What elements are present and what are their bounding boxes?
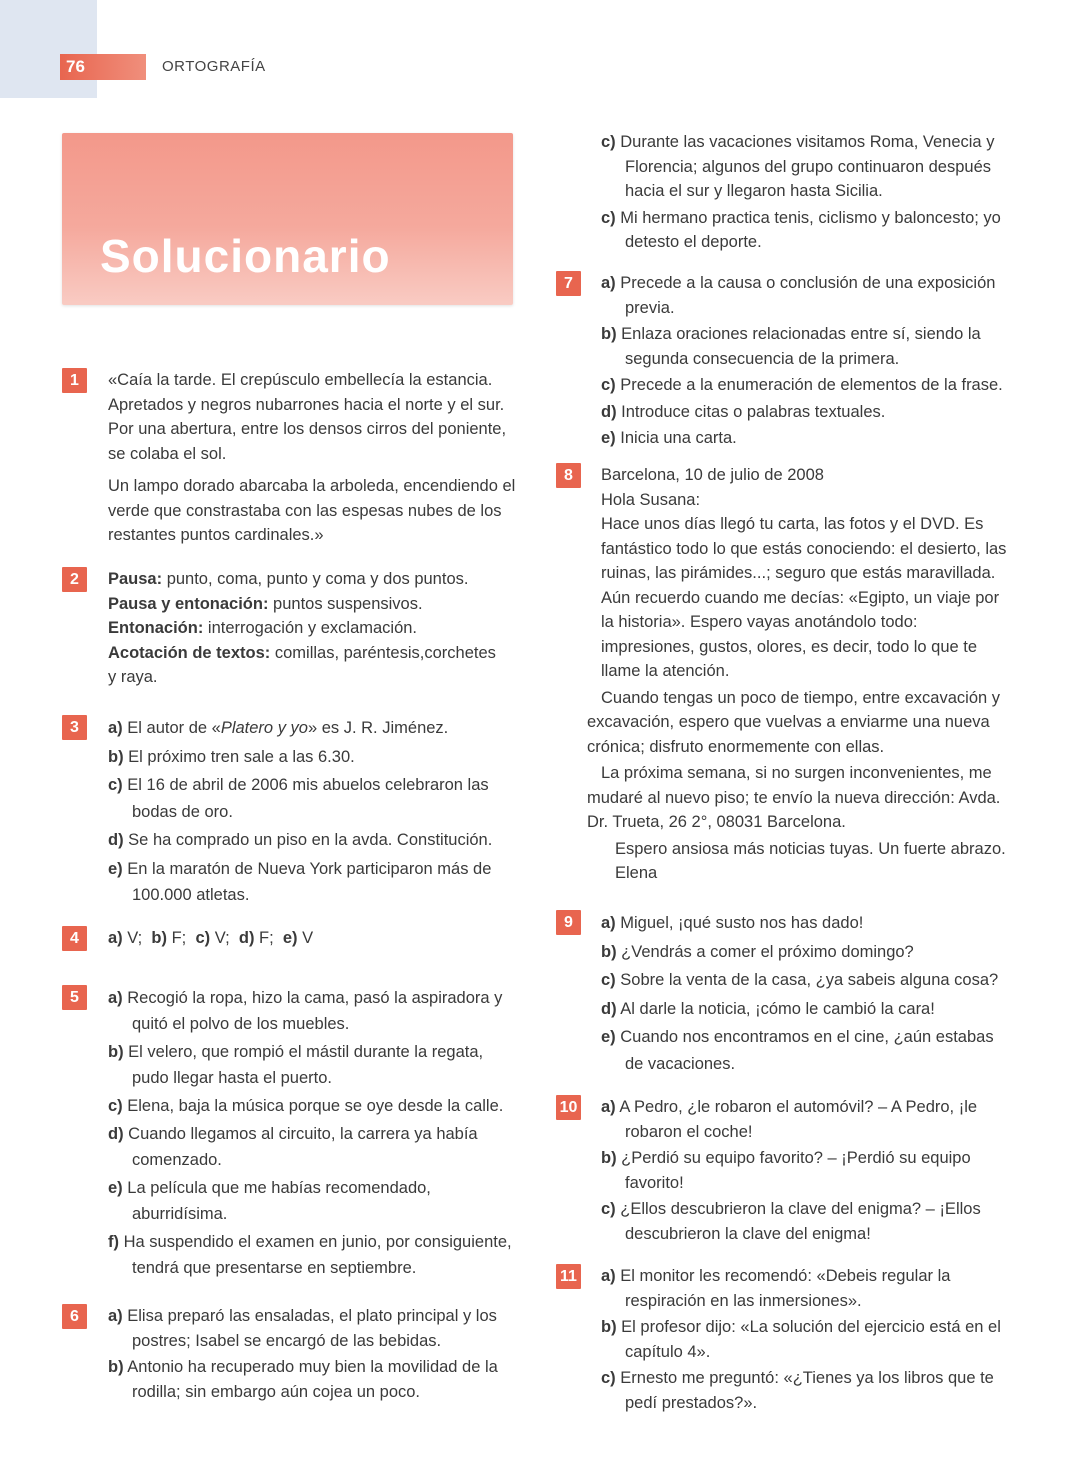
item-label: d)	[601, 999, 617, 1018]
letter-signature: Elena	[615, 864, 658, 882]
answer-item	[108, 1121, 513, 1173]
answer-item	[601, 271, 1011, 320]
item-label: e)	[601, 429, 616, 447]
item-label: b)	[601, 325, 617, 343]
answer-item	[108, 1093, 513, 1119]
answer-text: Sobre la venta de la casa, ¿ya sabeis alguna cosa?	[620, 971, 999, 989]
item-label: b)	[108, 1358, 124, 1376]
text-line: verde que constrastaba con las espesas nubes de los	[108, 501, 502, 520]
item-label: a)	[108, 719, 123, 737]
answer-item	[108, 744, 508, 771]
answer-item	[108, 1039, 513, 1091]
item-label: a)	[108, 929, 123, 947]
section-title: ORTOGRAFÍA	[162, 58, 266, 75]
answer-text: Inicia una carta.	[620, 429, 737, 447]
text-line: Un lampo dorado abarcaba la arboleda, encendiendo el	[108, 477, 516, 495]
answer-text: Cuando nos encontramos en el cine, ¿aún estabas de vacaciones.	[620, 1028, 994, 1073]
answer-item	[601, 1095, 1011, 1144]
item-label: e)	[601, 1028, 616, 1046]
item-label: c)	[108, 1097, 123, 1115]
exercise-11	[601, 1264, 1011, 1417]
answer-item	[601, 1315, 1011, 1364]
exercise-10	[601, 1095, 1011, 1248]
answer-text: Elisa preparó las ensaladas, el plato principal y los postres; Isabel se encargó de las bebidas.	[127, 1307, 497, 1350]
text-line: «Caía la tarde. El crepúsculo embellecía la estancia.	[108, 371, 493, 389]
item-label: e)	[108, 859, 123, 878]
answer-value: F;	[171, 929, 187, 947]
answer-item	[601, 206, 1011, 255]
answer-item	[601, 1024, 1011, 1077]
item-label: c)	[601, 971, 616, 989]
answer-text: Se ha comprado un piso en la avda. Constitución.	[128, 831, 493, 849]
exercise-number: 9	[556, 910, 581, 935]
letter-paragraph: La próxima semana, si no surgen inconvenientes, me mudaré al nuevo piso; te envío la nueva dirección: Avda. Dr. Trueta, 26 2°, 08031 Barcelona.	[587, 764, 1001, 831]
item-label: c)	[601, 376, 616, 394]
definition: punto, coma, punto y coma y dos puntos.	[162, 570, 469, 588]
answer-text: Enlaza oraciones relacionadas entre sí, siendo la segunda consecuencia de la primera.	[621, 325, 981, 368]
answer-text: A Pedro, ¿le robaron el automóvil? – A Pedro, ¡le robaron el coche!	[619, 1098, 978, 1141]
term: Entonación:	[108, 619, 204, 637]
exercise-number: 4	[62, 926, 87, 951]
book-title: Platero y yo	[220, 719, 308, 737]
answer-item	[601, 910, 1011, 937]
answer-item	[108, 1175, 513, 1227]
answer-item	[601, 1366, 1011, 1415]
answer-text: ¿Perdió su equipo favorito? – ¡Perdió su equipo favorito!	[621, 1149, 971, 1192]
item-label: c)	[108, 776, 123, 794]
answer-text: ¿Vendrás a comer el próximo domingo?	[621, 942, 914, 961]
item-label: c)	[601, 208, 616, 227]
answer-item	[601, 967, 1011, 994]
term: Pausa:	[108, 570, 163, 588]
item-label: b)	[601, 942, 617, 961]
answer-text: Introduce citas o palabras textuales.	[621, 402, 886, 421]
exercise-number: 1	[62, 368, 87, 393]
letter-paragraph: Cuando tengas un poco de tiempo, entre excavación y excavación, espero que vuelvas a enviarme una nueva crónica; disfruto enormemente con ellas.	[587, 688, 1001, 756]
item-label: a)	[601, 1267, 616, 1285]
definition-row	[108, 616, 508, 641]
exercise-8-letter	[587, 463, 1011, 886]
answer-item	[601, 130, 1011, 204]
exercise-2	[108, 567, 508, 690]
definition: puntos suspensivos.	[268, 594, 423, 613]
answer-item	[108, 1355, 513, 1404]
exercise-number: 7	[556, 271, 581, 296]
answer-text: Durante las vacaciones visitamos Roma, Venecia y Florencia; algunos del grupo continuaron después hacia el sur y llegaron hasta Sicilia.	[620, 133, 995, 200]
answer-text: Antonio ha recuperado muy bien la movilidad de la rodilla; sin embargo aún cojea un poco.	[127, 1358, 498, 1401]
exercise-9	[601, 910, 1011, 1079]
definition-row	[108, 567, 508, 592]
definition: comillas, paréntesis,corchetes y raya.	[108, 643, 496, 686]
item-label: b)	[108, 747, 124, 766]
exercise-1	[108, 368, 518, 548]
item-label: b)	[601, 1149, 617, 1167]
answer-text: El próximo tren sale a las 6.30.	[128, 747, 355, 766]
answer-text: Ha suspendido el examen en junio, por consiguiente, tendrá que presentarse en septiembre.	[123, 1233, 512, 1277]
text-line: se colaba el sol.	[108, 444, 227, 463]
page-number: 76	[60, 54, 146, 80]
answer-text: Ernesto me preguntó: «¿Tienes ya los libros que te pedí prestados?».	[620, 1369, 994, 1412]
answer-value: V;	[214, 929, 230, 947]
answer-item	[108, 772, 508, 825]
answer-text: Mi hermano practica tenis, ciclismo y baloncesto; yo detesto el deporte.	[620, 208, 1001, 251]
exercise-number: 6	[62, 1304, 87, 1329]
exercise-number: 10	[556, 1095, 581, 1120]
item-label: f)	[108, 1233, 119, 1251]
item-label: d)	[108, 831, 124, 849]
answer-text: » es J. R. Jiménez.	[307, 719, 449, 737]
answer-item	[108, 856, 508, 909]
item-label: d)	[601, 402, 617, 421]
answer-value: F;	[259, 929, 274, 947]
exercise-5	[108, 985, 513, 1283]
answer-text: Precede a la causa o conclusión de una exposición previa.	[620, 274, 996, 317]
item-label: b)	[601, 1318, 617, 1336]
exercise-number: 5	[62, 985, 87, 1010]
answer-value: V	[302, 929, 314, 947]
item-label: c)	[195, 929, 211, 947]
corner-decoration	[0, 0, 97, 98]
letter-greeting: Hola Susana:	[601, 490, 701, 509]
item-label: a)	[601, 1098, 616, 1116]
exercise-6	[108, 1304, 513, 1406]
answer-text: El velero, que rompió el mástil durante la regata, pudo llegar hasta el puerto.	[128, 1043, 484, 1087]
answer-text: El 16 de abril de 2006 mis abuelos celebraron las bodas de oro.	[127, 776, 489, 821]
answer-text: En la maratón de Nueva York participaron más de 100.000 atletas.	[127, 859, 492, 904]
answer-text: Elena, baja la música porque se oye desde la calle.	[127, 1097, 504, 1115]
text-line: Apretados y negros nubarrones hacia el norte y el sur.	[108, 395, 505, 414]
item-label: d)	[108, 1125, 124, 1143]
answer-item	[601, 373, 1011, 398]
letter-date: Barcelona, 10 de julio de 2008	[601, 466, 824, 484]
answer-text: Cuando llegamos al circuito, la carrera ya había comenzado.	[128, 1125, 478, 1169]
exercise-number: 2	[62, 567, 87, 592]
answer-text: El profesor dijo: «La solución del ejercicio está en el capítulo 4».	[621, 1318, 1001, 1361]
answer-item	[108, 1229, 513, 1281]
answer-value: V;	[127, 929, 143, 947]
item-label: a)	[601, 274, 616, 292]
answer-item	[108, 985, 513, 1037]
exercise-6-continued	[601, 130, 1011, 257]
item-label: e)	[108, 1179, 123, 1197]
answer-item	[601, 1264, 1011, 1313]
definition-row	[108, 641, 508, 690]
definition-row	[108, 592, 508, 617]
page-title: Solucionario	[100, 230, 391, 282]
answer-item	[601, 1197, 1011, 1246]
answer-item	[108, 827, 508, 854]
answer-text: Precede a la enumeración de elementos de la frase.	[620, 376, 1003, 394]
answer-item	[601, 996, 1011, 1023]
answer-text: El autor de «	[127, 719, 221, 737]
exercise-4	[108, 926, 508, 951]
exercise-number: 11	[556, 1264, 581, 1289]
answer-text: Recogió la ropa, hizo la cama, pasó la aspiradora y quitó el polvo de los muebles.	[127, 989, 503, 1033]
answer-text: Miguel, ¡qué susto nos has dado!	[620, 914, 864, 932]
item-label: a)	[108, 1307, 123, 1325]
term: Pausa y entonación:	[108, 594, 269, 613]
letter-paragraph: Hace unos días llegó tu carta, las fotos y el DVD. Es fantástico todo lo que estás conociendo: el desierto, las ruinas, las pirámides...; seguro que estás maravillada. Aún recuerdo cuando me decías: «Egipto, un viaje por la historia». Espero vayas anotándolo todo: impresiones, gustos, olores, es decir, todo lo que te llame la atención.	[601, 515, 1007, 680]
title-banner	[62, 133, 513, 305]
exercise-number: 3	[62, 715, 87, 740]
term: Acotación de textos:	[108, 643, 271, 662]
answer-item	[601, 400, 1011, 425]
item-label: a)	[108, 989, 123, 1007]
answer-text: ¿Ellos descubrieron la clave del enigma? – ¡Ellos descubrieron la clave del enigma!	[620, 1200, 981, 1243]
definition: interrogación y exclamación.	[203, 619, 418, 637]
text-line: restantes puntos cardinales.»	[108, 526, 324, 544]
item-label: c)	[601, 1369, 616, 1387]
answer-item	[108, 1304, 513, 1353]
answer-item	[601, 939, 1011, 966]
answer-text: La película que me habías recomendado, aburridísima.	[127, 1179, 431, 1223]
item-label: d)	[238, 929, 255, 947]
item-label: c)	[601, 1200, 616, 1218]
answer-text: Al darle la noticia, ¡cómo le cambió la cara!	[620, 999, 935, 1018]
answer-item	[601, 426, 1011, 451]
answer-item	[108, 715, 508, 742]
answer-item	[601, 322, 1011, 371]
text-line: Por una abertura, entre los densos cirros del poniente,	[108, 420, 507, 438]
item-label: c)	[601, 133, 616, 151]
letter-closing: Espero ansiosa más noticias tuyas. Un fuerte abrazo.	[615, 839, 1006, 858]
answer-item	[601, 1146, 1011, 1195]
item-label: b)	[108, 1043, 124, 1061]
exercise-7	[601, 271, 1011, 453]
answer-text: El monitor les recomendó: «Debeis regular la respiración en las inmersiones».	[620, 1267, 951, 1310]
item-label: b)	[151, 929, 167, 947]
item-label: e)	[282, 929, 298, 947]
exercise-number: 8	[556, 463, 581, 488]
item-label: a)	[601, 914, 616, 932]
exercise-3	[108, 715, 508, 911]
